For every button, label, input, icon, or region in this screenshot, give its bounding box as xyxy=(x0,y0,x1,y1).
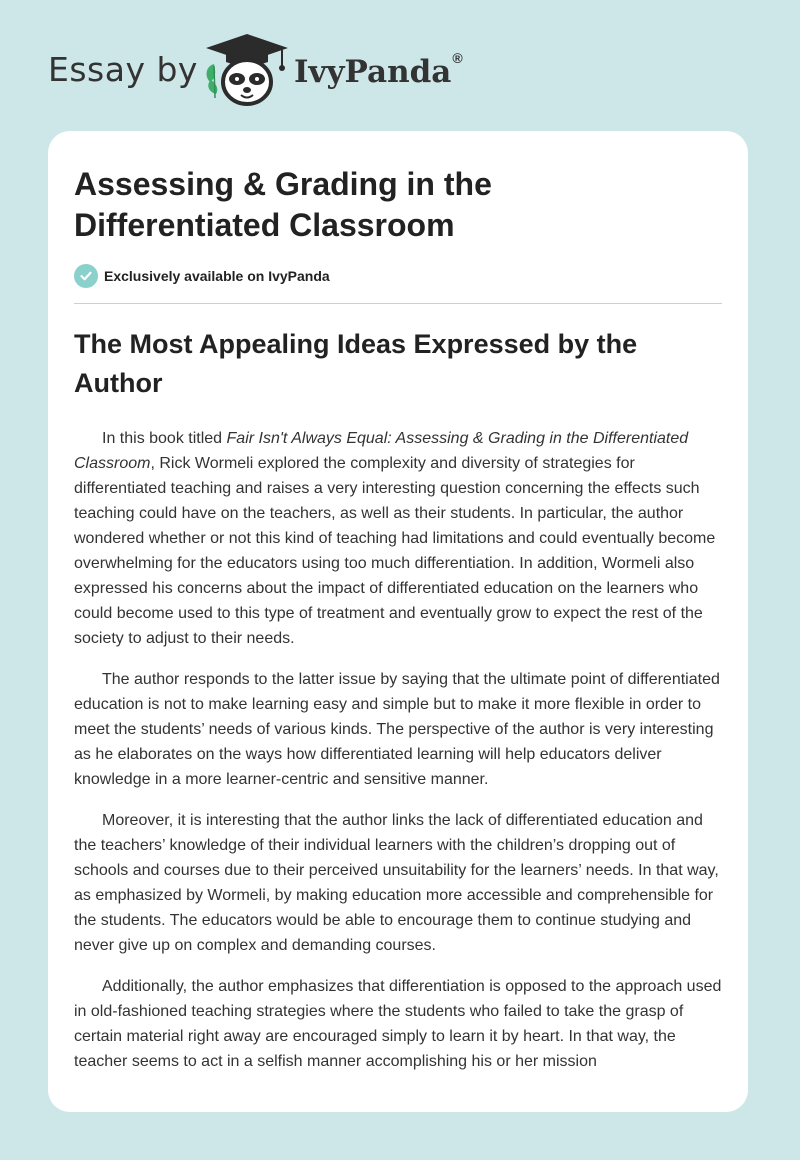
paragraph-rest: , Rick Wormeli explored the complexity and diversity of strategies for differentiated teaching and raises a very interesting question concerning the effects such teaching could have on the teachers, as well as their students. In particular, the author wondered whether or not this kind of teaching had limitations and could eventually become overwhelming for the educators using too much differentiation. In addition, Wormeli also expressed his concerns about the impact of differentiated education on the learners who could become used to this type of treatment and eventually grow to expect the rest of the society to adjust to their needs. xyxy=(74,455,716,647)
check-circle-icon xyxy=(74,264,98,288)
article-card xyxy=(48,131,748,1112)
divider xyxy=(74,303,722,304)
paragraph-lead: In this book titled xyxy=(102,430,227,447)
paragraph: Additionally, the author emphasizes that differentiation is opposed to the approach used in old-fashioned teaching strategies where the students who failed to take the grasp of certain material right away are encouraged simply to learn it by heart. In that way, the teacher seems to act in a selfish manner accomplishing his or her mission xyxy=(74,978,722,1070)
article-body xyxy=(74,426,722,1090)
essay-by-label: Essay by xyxy=(48,50,198,89)
exclusive-badge xyxy=(74,263,330,289)
paragraph xyxy=(74,426,722,651)
paragraph: Moreover, it is interesting that the author links the lack of differentiated education and the teachers’ knowledge of their individual learners with the children’s dropping out of schools and courses due to their perceived unsuitability for the learners’ needs. In that way, as emphasized by Wormeli, by making education more accessible and comprehensible for the students. The educators would be able to encourage them to continue studying and never give up on complex and demanding courses. xyxy=(74,812,719,954)
badge-label: Exclusively available on IvyPanda xyxy=(104,268,330,284)
site-header xyxy=(48,32,548,112)
brand-name[interactable]: IvyPanda® xyxy=(294,50,463,90)
section-heading: The Most Appealing Ideas Expressed by the Author xyxy=(74,329,638,398)
article-title: Assessing & Grading in the Differentiated Classroom xyxy=(74,166,492,243)
paragraph: The author responds to the latter issue by saying that the ultimate point of differentiated education is not to make learning easy and simple but to make it more flexible in order to meet the students’ needs of various kinds. The perspective of the author is very interesting as he elaborates on the ways how differentiated learning will help educators deliver knowledge in a more learner-centric and sensitive manner. xyxy=(74,671,720,788)
panda-graduate-icon[interactable] xyxy=(202,32,292,108)
book-title: Fair Isn't Always Equal: Assessing & Grading in the Differentiated Classroom xyxy=(74,430,689,472)
